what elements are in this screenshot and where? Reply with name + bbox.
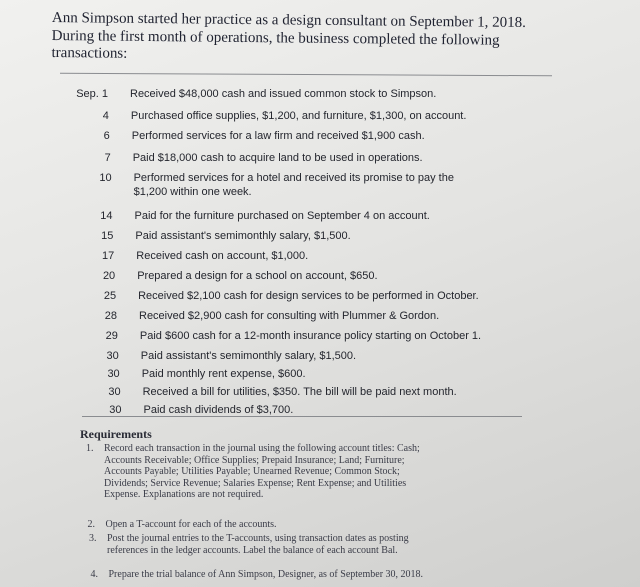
requirement-number: 1. xyxy=(86,443,94,454)
requirement-line: Expense. Explanations are not required. xyxy=(104,489,264,501)
requirement-text xyxy=(104,443,420,501)
transaction-description: Performed services for a hotel and received its promise to pay the xyxy=(133,172,454,184)
transaction-date: 28 xyxy=(104,310,117,322)
transaction-description: Received cash on account, $1,000. xyxy=(136,250,309,262)
transaction-description: Paid cash dividends of $3,700. xyxy=(143,404,294,416)
requirement-number: 3. xyxy=(89,533,97,544)
requirement-line: Record each transaction in the journal using the following account titles: Cash; xyxy=(104,443,420,454)
transaction-date: 6 xyxy=(103,130,110,142)
transaction-date: 14 xyxy=(100,210,113,222)
requirement-number: 4. xyxy=(90,569,98,580)
transaction-date: 7 xyxy=(104,152,111,164)
transaction-description: Received $48,000 cash and issued common stock to Simpson. xyxy=(130,88,437,100)
transaction-date: 10 xyxy=(99,172,112,184)
intro-line: During the first month of operations, the business completed the following xyxy=(51,27,500,49)
transaction-description: Paid assistant's semimonthly salary, $1,500. xyxy=(135,230,351,242)
requirement-text xyxy=(106,519,277,531)
requirement-line: Accounts Receivable; Office Supplies; Prepaid Insurance; Land; Furniture; xyxy=(104,454,405,466)
intro-line: transactions: xyxy=(51,44,128,62)
intro-paragraph xyxy=(51,10,572,68)
transaction-date: 29 xyxy=(105,330,118,342)
transaction-date: 30 xyxy=(109,404,122,416)
transaction-description: Received a bill for utilities, $350. The bill will be paid next month. xyxy=(142,386,457,398)
transaction-date: 4 xyxy=(102,110,109,122)
requirement-line: Open a T-account for each of the accounts. xyxy=(105,519,277,530)
transaction-description: Paid for the furniture purchased on September 4 on account. xyxy=(134,210,430,222)
transaction-description: Paid assistant's semimonthly salary, $1,500. xyxy=(140,350,357,362)
transaction-date: 25 xyxy=(103,290,117,302)
transaction-description: Purchased office supplies, $1,200, and furniture, $1,300, on account. xyxy=(130,110,467,122)
transaction-description: Paid monthly rent expense, $600. xyxy=(141,368,306,380)
divider-bottom xyxy=(82,416,522,417)
transaction-date: 30 xyxy=(108,386,121,398)
requirement-line: Prepare the trial balance of Ann Simpson, Designer, as of September 30, 2018. xyxy=(108,569,424,580)
transaction-date: 30 xyxy=(106,350,119,362)
requirement-line: Accounts Payable; Utilities Payable; Unearned Revenue; Common Stock; xyxy=(104,466,400,478)
requirement-number: 2. xyxy=(87,519,95,530)
transaction-description: Performed services for a law firm and received $1,900 cash. xyxy=(131,130,425,142)
transaction-description: $1,200 within one week. xyxy=(133,186,252,198)
transaction-date: 17 xyxy=(102,250,115,262)
transaction-description: Received $2,100 cash for design services to be performed in October. xyxy=(138,290,479,302)
transaction-date: Sep. 1 xyxy=(76,88,108,100)
requirement-text xyxy=(109,569,424,581)
transaction-date: 20 xyxy=(102,270,116,282)
requirement-line: Dividends; Service Revenue; Salaries Expense; Rent Expense; and Utilities xyxy=(104,477,407,489)
intro-line: Ann Simpson started her practice as a design consultant on September 1, 2018. xyxy=(51,10,527,31)
transaction-description: Paid $600 cash for a 12-month insurance policy starting on October 1. xyxy=(139,330,482,342)
requirement-line: Post the journal entries to the T-accounts, using transaction dates as posting xyxy=(107,533,409,544)
divider-top xyxy=(60,73,552,77)
transaction-description: Prepared a design for a school on account, $650. xyxy=(137,270,378,282)
transaction-description: Paid $18,000 cash to acquire land to be used in operations. xyxy=(132,152,423,164)
requirement-line: references in the ledger accounts. Label the balance of each account Bal. xyxy=(107,544,398,556)
requirements-title: Requirements xyxy=(80,427,152,441)
transaction-date: 15 xyxy=(101,230,114,242)
transaction-description: Received $2,900 cash for consulting with Plummer & Gordon. xyxy=(139,310,440,322)
transaction-date: 30 xyxy=(107,368,120,380)
requirement-text xyxy=(107,533,409,556)
